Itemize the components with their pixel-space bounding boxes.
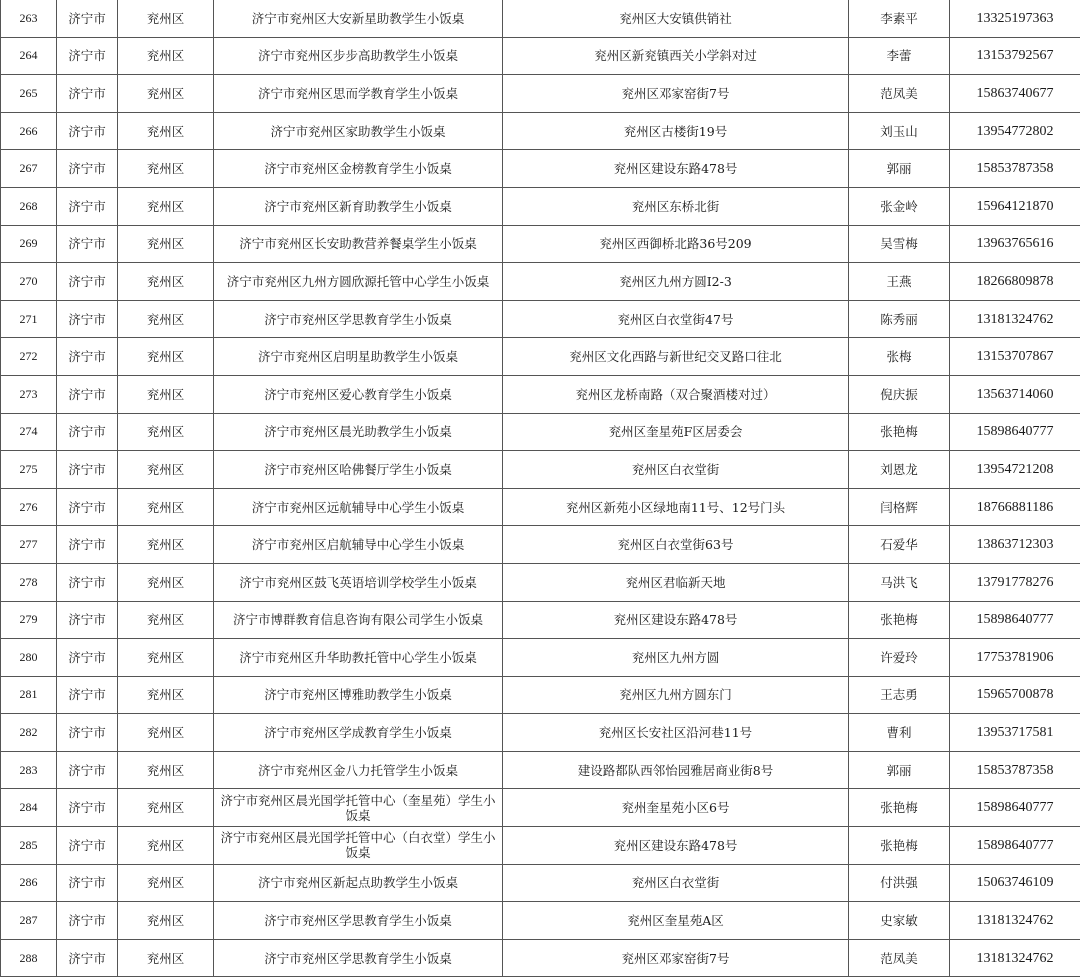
cell-facility-name: 济宁市兖州区爱心教育学生小饭桌 (214, 375, 503, 413)
cell-phone: 13181324762 (950, 902, 1080, 940)
cell-number: 288 (1, 939, 57, 977)
cell-number: 264 (1, 37, 57, 75)
cell-district: 兖州区 (118, 451, 214, 489)
cell-number: 287 (1, 902, 57, 940)
cell-city: 济宁市 (57, 789, 118, 827)
cell-contact-person: 郭丽 (849, 150, 950, 188)
cell-phone: 18266809878 (950, 263, 1080, 301)
cell-contact-person: 张艳梅 (849, 789, 950, 827)
cell-number: 281 (1, 676, 57, 714)
cell-phone: 18766881186 (950, 488, 1080, 526)
cell-district: 兖州区 (118, 0, 214, 37)
cell-number: 266 (1, 112, 57, 150)
cell-contact-person: 范凤美 (849, 75, 950, 113)
cell-address: 兖州区邓家窑街7号 (503, 939, 849, 977)
cell-district: 兖州区 (118, 751, 214, 789)
table-row (1, 563, 1080, 601)
cell-address: 兖州区奎星苑A区 (503, 902, 849, 940)
cell-number: 283 (1, 751, 57, 789)
cell-phone: 15863740677 (950, 75, 1080, 113)
table-row (1, 864, 1080, 902)
cell-address: 兖州区九州方圆I2-3 (503, 263, 849, 301)
cell-district: 兖州区 (118, 37, 214, 75)
cell-address: 兖州区君临新天地 (503, 563, 849, 601)
cell-city: 济宁市 (57, 0, 118, 37)
table-row (1, 112, 1080, 150)
cell-number: 284 (1, 789, 57, 827)
cell-phone: 15063746109 (950, 864, 1080, 902)
cell-district: 兖州区 (118, 413, 214, 451)
table-row (1, 827, 1080, 865)
cell-contact-person: 张艳梅 (849, 827, 950, 865)
cell-district: 兖州区 (118, 375, 214, 413)
cell-district: 兖州区 (118, 488, 214, 526)
cell-address: 兖州区古楼街19号 (503, 112, 849, 150)
cell-number: 286 (1, 864, 57, 902)
cell-phone: 17753781906 (950, 639, 1080, 677)
table-row (1, 338, 1080, 376)
cell-contact-person: 张金岭 (849, 187, 950, 225)
cell-number: 268 (1, 187, 57, 225)
cell-city: 济宁市 (57, 300, 118, 338)
table-row (1, 751, 1080, 789)
cell-city: 济宁市 (57, 902, 118, 940)
cell-phone: 13791778276 (950, 563, 1080, 601)
cell-contact-person: 李蕾 (849, 37, 950, 75)
cell-address: 兖州区白衣堂街47号 (503, 300, 849, 338)
cell-contact-person: 曹利 (849, 714, 950, 752)
cell-address: 兖州区龙桥南路（双合聚酒楼对过） (503, 375, 849, 413)
cell-phone: 15853787358 (950, 150, 1080, 188)
cell-facility-name: 济宁市兖州区金榜教育学生小饭桌 (214, 150, 503, 188)
cell-facility-name: 济宁市兖州区晨光助教学生小饭桌 (214, 413, 503, 451)
table-row (1, 300, 1080, 338)
cell-facility-name: 济宁市兖州区学思教育学生小饭桌 (214, 939, 503, 977)
cell-contact-person: 王燕 (849, 263, 950, 301)
table-row (1, 939, 1080, 977)
cell-city: 济宁市 (57, 563, 118, 601)
cell-facility-name: 济宁市兖州区博雅助教学生小饭桌 (214, 676, 503, 714)
cell-district: 兖州区 (118, 827, 214, 865)
table-row (1, 676, 1080, 714)
cell-phone: 15964121870 (950, 187, 1080, 225)
cell-address: 兖州区白衣堂街63号 (503, 526, 849, 564)
cell-number: 285 (1, 827, 57, 865)
cell-contact-person: 刘恩龙 (849, 451, 950, 489)
cell-phone: 15898640777 (950, 827, 1080, 865)
cell-district: 兖州区 (118, 714, 214, 752)
cell-facility-name: 济宁市兖州区步步高助教学生小饭桌 (214, 37, 503, 75)
table-row (1, 37, 1080, 75)
cell-address: 兖州区邓家窑街7号 (503, 75, 849, 113)
cell-facility-name: 济宁市兖州区启明星助教学生小饭桌 (214, 338, 503, 376)
cell-facility-name: 济宁市兖州区远航辅导中心学生小饭桌 (214, 488, 503, 526)
cell-facility-name: 济宁市兖州区晨光国学托管中心（白衣堂）学生小饭桌 (214, 827, 503, 865)
table-row (1, 187, 1080, 225)
cell-facility-name: 济宁市兖州区升华助教托管中心学生小饭桌 (214, 639, 503, 677)
table-row (1, 75, 1080, 113)
cell-city: 济宁市 (57, 225, 118, 263)
cell-contact-person: 许爱玲 (849, 639, 950, 677)
cell-district: 兖州区 (118, 939, 214, 977)
cell-district: 兖州区 (118, 526, 214, 564)
cell-phone: 13954772802 (950, 112, 1080, 150)
cell-number: 274 (1, 413, 57, 451)
cell-facility-name: 济宁市兖州区鼓飞英语培训学校学生小饭桌 (214, 563, 503, 601)
cell-phone: 15898640777 (950, 601, 1080, 639)
cell-address: 兖州区文化西路与新世纪交叉路口往北 (503, 338, 849, 376)
cell-contact-person: 范凤美 (849, 939, 950, 977)
cell-contact-person: 陈秀丽 (849, 300, 950, 338)
cell-district: 兖州区 (118, 601, 214, 639)
cell-city: 济宁市 (57, 676, 118, 714)
cell-phone: 15898640777 (950, 789, 1080, 827)
cell-city: 济宁市 (57, 37, 118, 75)
table-row (1, 150, 1080, 188)
cell-city: 济宁市 (57, 75, 118, 113)
cell-contact-person: 马洪飞 (849, 563, 950, 601)
cell-city: 济宁市 (57, 601, 118, 639)
cell-address: 兖州区西御桥北路36号209 (503, 225, 849, 263)
cell-phone: 13181324762 (950, 939, 1080, 977)
cell-city: 济宁市 (57, 187, 118, 225)
cell-district: 兖州区 (118, 563, 214, 601)
cell-phone: 13863712303 (950, 526, 1080, 564)
cell-phone: 13181324762 (950, 300, 1080, 338)
cell-city: 济宁市 (57, 827, 118, 865)
cell-phone: 15898640777 (950, 413, 1080, 451)
cell-city: 济宁市 (57, 451, 118, 489)
cell-district: 兖州区 (118, 676, 214, 714)
cell-district: 兖州区 (118, 75, 214, 113)
cell-facility-name: 济宁市兖州区新起点助教学生小饭桌 (214, 864, 503, 902)
cell-number: 275 (1, 451, 57, 489)
table-row (1, 639, 1080, 677)
registry-table-body (1, 0, 1080, 977)
cell-district: 兖州区 (118, 187, 214, 225)
cell-phone: 13953717581 (950, 714, 1080, 752)
cell-contact-person: 闫格辉 (849, 488, 950, 526)
cell-city: 济宁市 (57, 413, 118, 451)
cell-contact-person: 王志勇 (849, 676, 950, 714)
cell-number: 267 (1, 150, 57, 188)
cell-phone: 13325197363 (950, 0, 1080, 37)
table-row (1, 789, 1080, 827)
cell-contact-person: 李素平 (849, 0, 950, 37)
table-row (1, 714, 1080, 752)
cell-facility-name: 济宁市兖州区长安助教营养餐桌学生小饭桌 (214, 225, 503, 263)
cell-number: 280 (1, 639, 57, 677)
cell-number: 271 (1, 300, 57, 338)
cell-number: 278 (1, 563, 57, 601)
cell-address: 兖州区九州方圆 (503, 639, 849, 677)
cell-city: 济宁市 (57, 375, 118, 413)
table-row (1, 451, 1080, 489)
cell-contact-person: 史家敏 (849, 902, 950, 940)
cell-phone: 15853787358 (950, 751, 1080, 789)
cell-address: 兖州区新苑小区绿地南11号、12号门头 (503, 488, 849, 526)
cell-address: 兖州区建设东路478号 (503, 150, 849, 188)
cell-number: 263 (1, 0, 57, 37)
cell-number: 272 (1, 338, 57, 376)
cell-facility-name: 济宁市兖州区学思教育学生小饭桌 (214, 300, 503, 338)
cell-contact-person: 郭丽 (849, 751, 950, 789)
cell-district: 兖州区 (118, 300, 214, 338)
cell-contact-person: 刘玉山 (849, 112, 950, 150)
cell-number: 269 (1, 225, 57, 263)
cell-contact-person: 张梅 (849, 338, 950, 376)
cell-city: 济宁市 (57, 939, 118, 977)
cell-district: 兖州区 (118, 225, 214, 263)
cell-phone: 13563714060 (950, 375, 1080, 413)
cell-address: 兖州区建设东路478号 (503, 827, 849, 865)
cell-address: 兖州区新兖镇西关小学斜对过 (503, 37, 849, 75)
cell-city: 济宁市 (57, 751, 118, 789)
table-row (1, 526, 1080, 564)
cell-number: 277 (1, 526, 57, 564)
cell-number: 282 (1, 714, 57, 752)
cell-phone: 13963765616 (950, 225, 1080, 263)
cell-district: 兖州区 (118, 338, 214, 376)
cell-address: 建设路都队西邻怡园雅居商业街8号 (503, 751, 849, 789)
cell-address: 兖州区东桥北街 (503, 187, 849, 225)
cell-number: 276 (1, 488, 57, 526)
cell-contact-person: 石爱华 (849, 526, 950, 564)
cell-address: 兖州区长安社区沿河巷11号 (503, 714, 849, 752)
cell-city: 济宁市 (57, 112, 118, 150)
cell-city: 济宁市 (57, 714, 118, 752)
table-row (1, 902, 1080, 940)
cell-number: 273 (1, 375, 57, 413)
cell-phone: 13153792567 (950, 37, 1080, 75)
cell-facility-name: 济宁市兖州区学成教育学生小饭桌 (214, 714, 503, 752)
cell-city: 济宁市 (57, 263, 118, 301)
cell-facility-name: 济宁市兖州区九州方圆欣源托管中心学生小饭桌 (214, 263, 503, 301)
cell-facility-name: 济宁市兖州区启航辅导中心学生小饭桌 (214, 526, 503, 564)
cell-contact-person: 张艳梅 (849, 601, 950, 639)
cell-city: 济宁市 (57, 488, 118, 526)
cell-contact-person: 吴雪梅 (849, 225, 950, 263)
cell-district: 兖州区 (118, 789, 214, 827)
cell-number: 265 (1, 75, 57, 113)
cell-city: 济宁市 (57, 639, 118, 677)
cell-facility-name: 济宁市兖州区新育助教学生小饭桌 (214, 187, 503, 225)
table-row (1, 0, 1080, 37)
table-row (1, 601, 1080, 639)
cell-address: 兖州区白衣堂街 (503, 451, 849, 489)
cell-number: 279 (1, 601, 57, 639)
cell-district: 兖州区 (118, 864, 214, 902)
cell-facility-name: 济宁市兖州区晨光国学托管中心（奎星苑）学生小饭桌 (214, 789, 503, 827)
cell-contact-person: 张艳梅 (849, 413, 950, 451)
table-row (1, 375, 1080, 413)
cell-facility-name: 济宁市兖州区哈佛餐厅学生小饭桌 (214, 451, 503, 489)
cell-city: 济宁市 (57, 338, 118, 376)
cell-contact-person: 倪庆振 (849, 375, 950, 413)
cell-phone: 13153707867 (950, 338, 1080, 376)
cell-address: 兖州区大安镇供销社 (503, 0, 849, 37)
cell-facility-name: 济宁市兖州区思而学教育学生小饭桌 (214, 75, 503, 113)
cell-contact-person: 付洪强 (849, 864, 950, 902)
cell-facility-name: 济宁市兖州区金八力托管学生小饭桌 (214, 751, 503, 789)
table-row (1, 488, 1080, 526)
table-row (1, 225, 1080, 263)
cell-city: 济宁市 (57, 150, 118, 188)
cell-city: 济宁市 (57, 864, 118, 902)
cell-facility-name: 济宁市兖州区家助教学生小饭桌 (214, 112, 503, 150)
cell-city: 济宁市 (57, 526, 118, 564)
cell-address: 兖州区九州方圆东门 (503, 676, 849, 714)
cell-district: 兖州区 (118, 263, 214, 301)
cell-address: 兖州区建设东路478号 (503, 601, 849, 639)
cell-address: 兖州区奎星苑F区居委会 (503, 413, 849, 451)
cell-number: 270 (1, 263, 57, 301)
cell-phone: 15965700878 (950, 676, 1080, 714)
table-row (1, 263, 1080, 301)
cell-facility-name: 济宁市博群教育信息咨询有限公司学生小饭桌 (214, 601, 503, 639)
table-row (1, 413, 1080, 451)
cell-district: 兖州区 (118, 902, 214, 940)
cell-phone: 13954721208 (950, 451, 1080, 489)
cell-district: 兖州区 (118, 112, 214, 150)
cell-facility-name: 济宁市兖州区大安新星助教学生小饭桌 (214, 0, 503, 37)
cell-district: 兖州区 (118, 639, 214, 677)
cell-address: 兖州奎星苑小区6号 (503, 789, 849, 827)
cell-facility-name: 济宁市兖州区学思教育学生小饭桌 (214, 902, 503, 940)
cell-address: 兖州区白衣堂街 (503, 864, 849, 902)
cell-district: 兖州区 (118, 150, 214, 188)
